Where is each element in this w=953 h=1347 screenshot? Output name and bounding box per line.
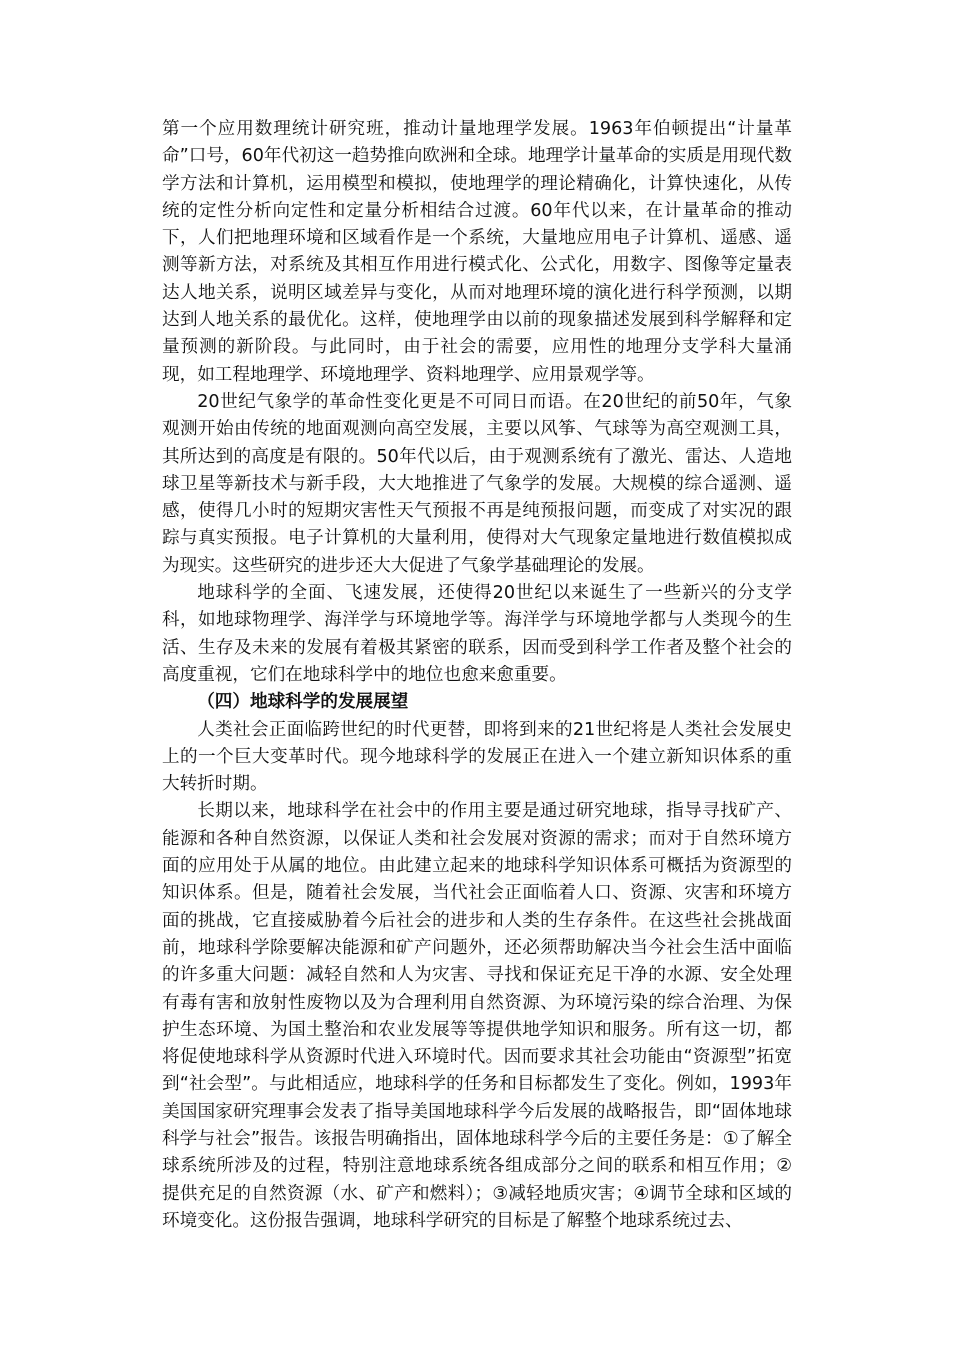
section-heading: （四）地球科学的发展展望	[197, 692, 409, 713]
paragraph-social-role: 长期以来，地球科学在社会中的作用主要是通过研究地球，指导寻找矿产、能源和各种自然资源，以保证人类和社会发展对资源的需求；而对于自然环境方面的应用处于从属的地位。由此建立起来的地球科学知识体系可概括为资源型的知识体系。但是，随着社会发展，当代社会正面临着人口、资源、灾害和环境方面的挑战，它直接威胁着今后社会的进步和人类的生存条件。在这些社会挑战面前，地球科学除要解决能源和矿产问题外，还必须帮助解决当今社会生活中面临的许多重大问题：减轻自然和人为灾害、寻找和保证充足干净的水源、安全处理有毒有害和放射性废物以及为合理利用自然资源、为环境污染的综合治理、为保护生态环境、为国土整治和农业发展等等提供地学知识和服务。所有这一切，都将促使地球科学从资源时代进入环境时代。因而要求其社会功能由“资源型”拓宽到“社会型”。与此相适应，地球科学的任务和目标都发生了变化。例如，1993年美国国家研究理事会发表了指导美国地球科学今后发展的战略报告，即“固体地球科学与社会”报告。该报告明确指出，固体地球科学今后的主要任务是：①了解全球系统所涉及的过程，特别注意地球系统各组成部分之间的联系和相互作用；②提供充足的自然资源（水、矿产和燃料）；③减轻地质灾害；④调节全球和区域的环境变化。这份报告强调，地球科学研究的目标是了解整个地球系统过去、	[162, 801, 792, 1231]
paragraph-quantitative-geography: 第一个应用数理统计研究班，推动计量地理学发展。1963年伯顿提出“计量革命”口号，60年代初这一趋势推向欧洲和全球。地理学计量革命的实质是用现代数学方法和计算机，运用模型和模拟，使地理学的理论精确化，计算快速化，从传统的定性分析向定性和定量分析相结合过渡。60年代以来，在计量革命的推动下，人们把地理环境和区域看作是一个系统，大量地应用电子计算机、遥感、遥测等新方法，对系统及其相互作用进行模式化、公式化，用数字、图像等定量表达人地关系，说明区域差异与变化，从而对地理环境的演化进行科学预测，以期达到人地关系的最优化。这样，使地理学由以前的现象描述发展到科学解释和定量预测的新阶段。与此同时，由于社会的需要，应用性的地理分支学科大量涌现，如工程地理学、环境地理学、资料地理学、应用景观学等。	[162, 119, 792, 385]
paragraph-meteorology: 20世纪气象学的革命性变化更是不可同日而语。在20世纪的前50年，气象观测开始由传统的地面观测向高空发展，主要以风筝、气球等为高空观测工具，其所达到的高度是有限的。50年代以后，由于观测系统有了激光、雷达、人造地球卫星等新技术与新手段，大大地推进了气象学的发展。大规模的综合遥测、遥感，使得几小时的短期灾害性天气预报不再是纯预报问题，而变成了对实况的跟踪与真实预报。电子计算机的大量利用，使得对大气现象定量地进行数值模拟成为现实。这些研究的进步还大大促进了气象学基础理论的发展。	[162, 391, 792, 576]
paragraph-new-disciplines: 地球科学的全面、飞速发展，还使得20世纪以来诞生了一些新兴的分支学科，如地球物理学、海洋学与环境地学等。海洋学与环境地学都与人类现今的生活、生存及未来的发展有着极其紧密的联系，因而受到科学工作者及整个社会的高度重视，它们在地球科学中的地位也愈来愈重要。	[162, 583, 792, 685]
document-body	[162, 116, 792, 1235]
paragraph-century-transition: 人类社会正面临跨世纪的时代更替，即将到来的21世纪将是人类社会发展史上的一个巨大变革时代。现今地球科学的发展正在进入一个建立新知识体系的重大转折时期。	[162, 719, 792, 795]
